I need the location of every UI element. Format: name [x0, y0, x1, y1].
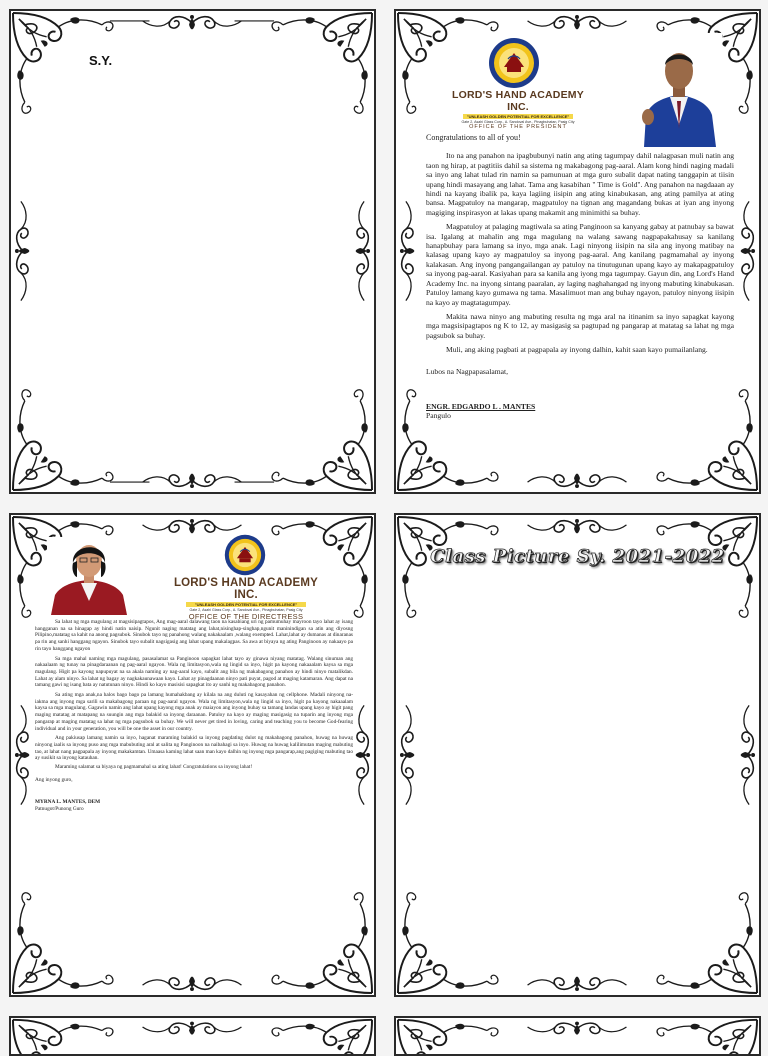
- letter-paragraph: Sa mga mahal naming mga magulang, pasasalamat sa Panginoon sapagkat lahat tayo ay ginawa niyang matatag. Walang sinuman ang nakaalaam ng tunay na pinagdaraanan ng pag-aaral ngayon. Wala ng limitasyon,wala ng lingid sa inyo, higit pa kayong nakaaalam kaysa sa mga magulang. Higit pa kayong napupuyat na sa akala naming ay nag-aaral kayo, subalit ang bila ng makabagong panahon ay hindi ninyo matalikdan. Lahat ay alam ninyo. Sa lahat ng bagay ay nagkakaunawaan kayo. Lahat ay pinagdaanan ninyo pati puyat, pagod at maging katamaran. Ang dapat na tamang gawi ng isang bata ay natutunan ninyo. Hindi ko kayo masisisi sapagkat ito ay sanhi ng makabagong panahon.: [35, 655, 353, 689]
- letter-closing: Ang inyong guro,: [35, 776, 73, 783]
- school-address: Gate 2, Asahi Glass Corp., A. Sandoval Ave., Pinagbuhatan, Pasig City: [189, 608, 303, 612]
- ornamental-frame: [396, 515, 759, 995]
- letter-greeting: Congratulations to all of you!: [426, 133, 521, 142]
- page-3: [9, 513, 376, 997]
- office-title: OFFICE OF THE PRESIDENT: [469, 124, 567, 130]
- school-seal-logo: [224, 534, 266, 576]
- school-address: Gate 2, Asahi Glass Corp., A. Sandoval Ave., Pinagbuhatan, Pasig City: [461, 120, 575, 124]
- page-6-partial: [394, 1016, 761, 1056]
- signatory-title: Pangulo: [426, 411, 451, 421]
- letter-paragraph: Muli, ang aking pagbati at pagpapala ay inyong dalhin, kahit saan kayo pumailanlang.: [446, 345, 708, 355]
- letter-paragraph: Magpatuloy at palaging magtiwala sa ating Panginoon sa kanyang gabay at patnubay sa bawat isa. Igalang at mahalin ang mga magulang na walang sawang nagpapakahusay sa kanilang hanapbuhay para lamang sa inyo, mga anak. Lagi ninyong iisipin na sila ang inyong matibay na kalasag upang kayo ay magpatuloy sa inyong pag-aaral. Ang kanilang pagmamahal ay inyong kalakasan. Ang inyong pangangailangan ay patuloy na tinutugunan upang kayo ay makapagpatuloy sa inyong pag-aaral. Kasiyahan para sa kanila ang iyong mga tagumpay. Gayun din, ang Lord's Hand Academy Inc. na inyong sintang paaralan, ay laging naghahangad ng inyong mabuting kinabukasan. Patuloy lamang kayo gumawa ng tama. Masalimuot man ang buhay ngayon, patuloy ninyong iisipin na kayo ay magtatagumpay.: [426, 222, 734, 307]
- page-2: [394, 9, 761, 494]
- school-name: LORD'S HAND ACADEMY INC.: [452, 89, 584, 113]
- letterhead: [444, 89, 592, 130]
- school-seal-logo: [488, 37, 540, 89]
- letter-paragraph: Sa ating mga anak,na halos bago bago pa lamang humahakbang ay kilala na ang duluti ng kasayahan ng cellphone. Madali ninyong na-iakma ang inyong mga sarili sa makabagong paraan ng pag-aaral ngayon. Wala ng limitasyon,wala ng lingid sa inyo, higit pa kayong nakaaalam kaysa sa mga magulang. Gagawin namin ang lahat upang kayong mga anak ay maiayon ang inyong buhay sa tamang landas upang kayo ay higit pang maging matatag at matapang na suungin ang mga balakid sa inyong daraanan. Patuloy na kayo ay maging masigasig na tuparin ang inyong mga pangarap at maging matatag sa lahat ng mga pagsubok sa buhay. We will never get tired in loving, caring and teaching you to become God-fearing individual and in your generation, you will be one the asset in our country.: [35, 692, 353, 732]
- signatory-title: Patnugot/Punong Guro: [35, 806, 84, 813]
- directress-letter: [35, 619, 353, 818]
- ornamental-frame: [396, 1018, 759, 1054]
- office-title: OFFICE OF THE DIRECTRESS: [188, 612, 304, 621]
- letterhead: [161, 577, 331, 621]
- class-picture-title: Class Picture Sy. 2021-2022: [430, 546, 725, 567]
- school-year-label: S.Y.: [89, 53, 113, 68]
- letter-paragraph: Ang pakiusap lamang namin sa inyo, haganat maraming balakid sa inyong pagdating dulot ng makabagong panahon, huwag na huwag ninyong iaalis sa inyong puso ang mga mabubuting aral at salita ng Panginoon na naibahagi sa inyo. Huwag na huwag kalilimutan maging mabuting tao, at lahat nang pagpapala ay inyong makakamtan. Umaasa kaming lahat saan man kayo dalhin ng inyong mga pangarap,ang pagiging mabuting tao ay susikit sa inyong katauhan.: [35, 735, 353, 762]
- letter-paragraph: Maraming salamat sa biyaya ng pagmamahal sa ating lahat! Congratulations sa inyong lahat!: [55, 764, 253, 771]
- ornamental-frame: [11, 11, 374, 492]
- letter-paragraph: Sa lahat ng mga magulang at magsisipagtapos, Ang mag-aaral dalawang taon na kasabiang uri ng pamumuhay mayroon tayo lahat ay isang hangganan na sa hinagap ay hindi natin naisip. Ngunit naging matatag ang lahat,nisinghap-singhap,ngunit maninindigan sa atin ang diyosng Pilipino,matatag sa kahit na anong pagsubok. Sinubok tayo ng panahong walang nakakaalam ,walang exempted. Lahat,lahat ay dumanas at dinaranas pa rin ang sanhi hanggang ngayon. Sinubok tayo subalit nagsigasig ang lahat upang makalagpas. Sa awa at biyaya ng ating Panginoon ay nakaayo pa rin tayo hanggang ngayon: [35, 619, 353, 652]
- page-5-partial: [9, 1016, 376, 1056]
- page-4: [394, 513, 761, 997]
- page-1: [9, 9, 376, 494]
- directress-photo: [47, 537, 131, 615]
- letter-paragraph: Makita nawa ninyo ang mabuting resulta ng mga aral na itinanim sa inyo sapagkat kayong mga magsisipagtapos ng K to 12, ay masigasig sa pagtupad ng pangarap at matatag sa lahat ng mga pagsubok sa buhay.: [426, 311, 734, 340]
- ornamental-frame: [11, 1018, 374, 1054]
- school-name: LORD'S HAND ACADEMY INC.: [173, 577, 319, 601]
- president-letter: [426, 133, 734, 426]
- signatory-name: ENGR. EDGARDO L . MANTES: [426, 401, 536, 411]
- school-slogan: "UNLEASH GOLDEN POTENTIAL FOR EXCELLENCE": [463, 114, 573, 119]
- signatory-name: MYRNA L. MANTES, DEM: [35, 799, 101, 806]
- letter-closing: Lubos na Nagpapasalamat,: [426, 366, 509, 376]
- president-photo: [636, 33, 722, 147]
- school-slogan: "UNLEASH GOLDEN POTENTIAL FOR EXCELLENCE": [186, 602, 306, 607]
- letter-paragraph: Ito na ang panahon na ipagbubunyi natin ang ating tagumpay dahil nalagpasan muli natin ang taon ng hirap, at pagtitiis dahil sa sistema ng makabagong pag-aaral. Alam kong hindi naging madali sa inyo ang lahat tulad rin namin sa pamunuan at mga guro subalit dapat nating tanggapin at tiisin upang hindi masayang ang lahat. Tama ang kasabihan " Time is Gold". Ang panahon na nagdaaan ay hindi na kayang ibalik pa, kaya lagiing iisipin ang ating kinabukasan, ang ating pamilya at ating bansa. Magpatuloy na mangarap, magpatuloy na tignan ang magandang bukas at iyan ang inyong magiging inspirasyon at lakas upang makamit ang minimithi sa buhay.: [426, 151, 734, 217]
